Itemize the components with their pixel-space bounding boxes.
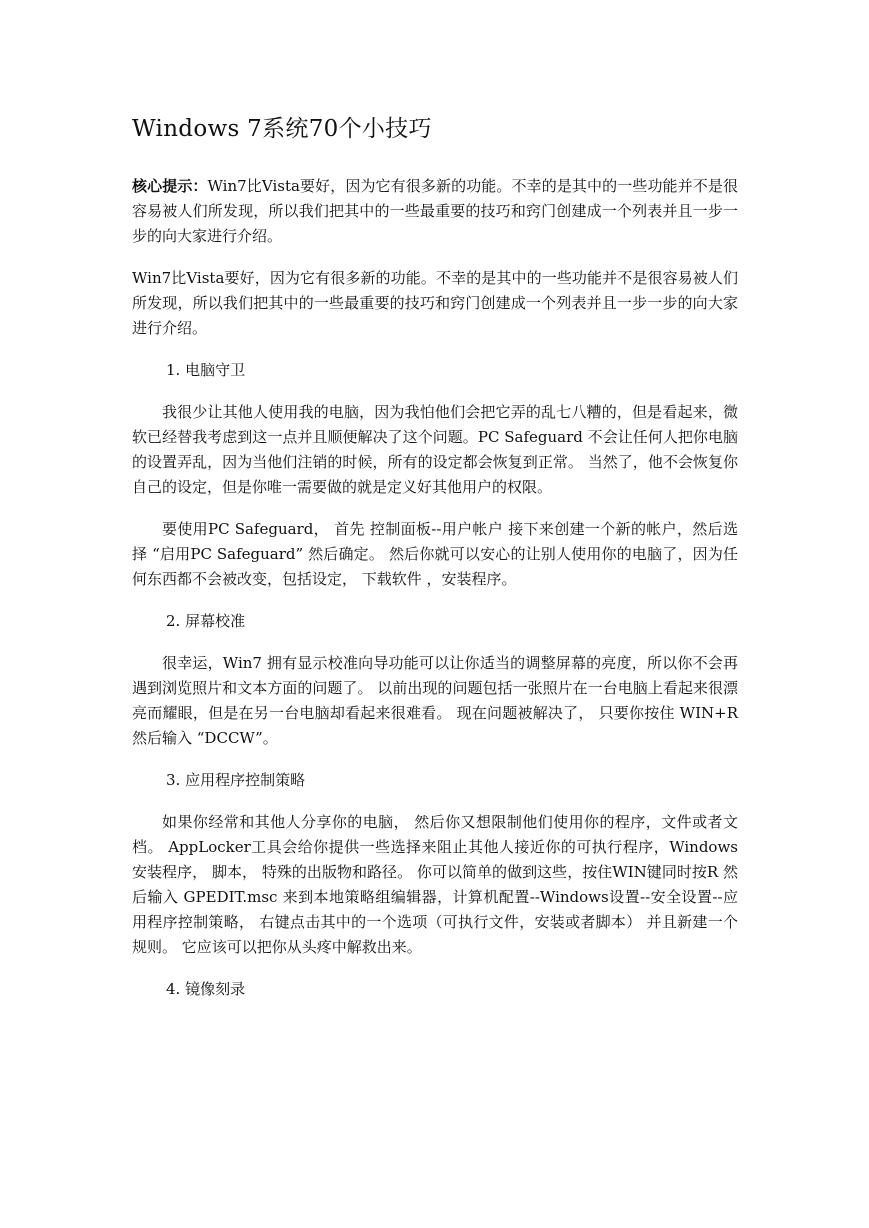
section-heading-app-control-policy: 3. 应用程序控制策略 [166,771,306,789]
intro-paragraph: Win7比Vista要好，因为它有很多新的功能。不幸的是其中的一些功能并不是很容易被人们所发现，所以我们把其中的一些最重要的技巧和窍门创建成一个列表并且一步一步的向大家进行介绍。 [132,269,738,337]
section-paragraph: 很幸运，Win7 拥有显示校准向导功能可以让你适当的调整屏幕的亮度，所以你不会再遇到浏览照片和文本方面的问题了。 以前出现的问题包括一张照片在一台电脑上看起来很漂亮而耀眼，但是在另一台电脑却看起来很难看。 现在问题被解决了， 只要你按住 WIN+R 然后输入 “DCCW”。 [132,654,738,747]
article-body [132,110,738,1019]
summary-label: 核心提示： [132,177,208,195]
section-paragraph: 我很少让其他人使用我的电脑，因为我怕他们会把它弄的乱七八糟的，但是看起来，微软已经替我考虑到这一点并且顺便解决了这个问题。PC Safeguard 不会让任何人把你电脑的设置弄乱，因为当他们注销的时候，所有的设定都会恢复到正常。 当然了，他不会恢复你自己的设定，但是你唯一需要做的就是定义好其他用户的权限。 [132,403,738,496]
article-title: Windows 7系统70个小技巧 [132,116,432,142]
summary-paragraph [132,174,738,249]
section-heading-pc-safeguard: 1. 电脑守卫 [166,361,246,379]
summary-text: Win7比Vista要好，因为它有很多新的功能。不幸的是其中的一些功能并不是很容易被人们所发现，所以我们把其中的一些最重要的技巧和窍门创建成一个列表并且一步一步的向大家进行介绍。 [132,177,738,245]
section-heading-image-burning: 4. 镜像刻录 [166,980,246,998]
section-heading-screen-calibration: 2. 屏幕校准 [166,612,246,630]
section-paragraph: 要使用PC Safeguard， 首先 控制面板--用户帐户 接下来创建一个新的帐户，然后选择 “启用PC Safeguard” 然后确定。 然后你就可以安心的让别人使用你的电脑了，因为任何东西都不会被改变，包括设定， 下载软件 ，安装程序。 [132,520,738,588]
section-paragraph: 如果你经常和其他人分享你的电脑， 然后你又想限制他们使用你的程序，文件或者文档。 AppLocker工具会给你提供一些选择来阻止其他人接近你的可执行程序，Windows安装程序， 脚本， 特殊的出版物和路径。 你可以简单的做到这些，按住WIN键同时按R 然后输入 GPEDIT.msc 来到本地策略组编辑器，计算机配置--Windows设置--安全设置--应用程序控制策略， 右键点击其中的一个选项（可执行文件，安装或者脚本） 并且新建一个规则。 它应该可以把你从头疼中解救出来。 [132,813,738,956]
